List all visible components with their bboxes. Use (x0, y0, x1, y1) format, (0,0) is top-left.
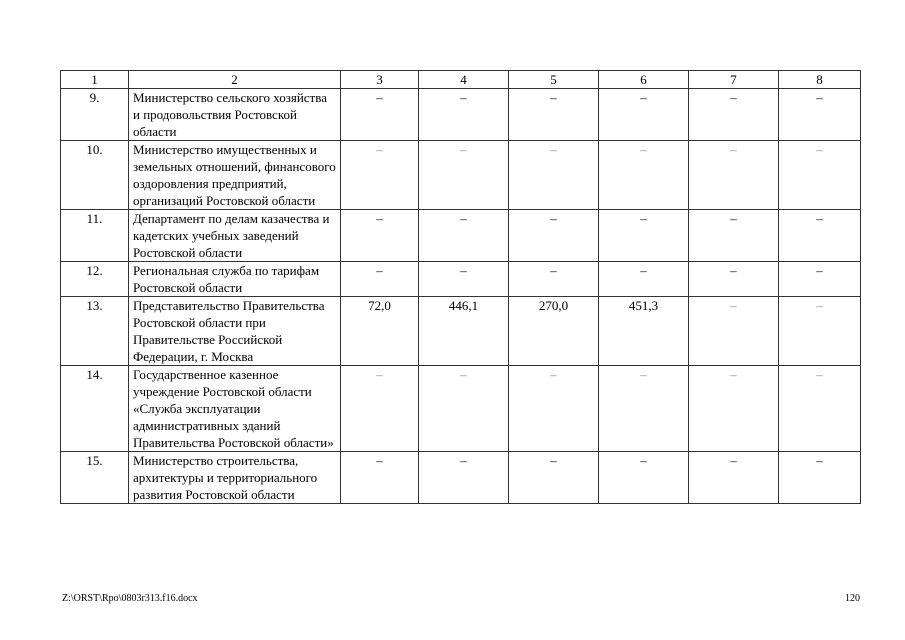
value-cell: – (341, 366, 419, 452)
row-number: 9. (61, 89, 129, 141)
organization-name: Региональная служба по тарифам Ростовской области (129, 262, 341, 297)
value-cell: – (419, 452, 509, 504)
value-cell: – (419, 262, 509, 297)
value-cell: – (509, 210, 599, 262)
value-cell: – (509, 452, 599, 504)
row-number: 13. (61, 297, 129, 366)
value-cell: – (779, 297, 861, 366)
row-number: 14. (61, 366, 129, 452)
value-cell: – (689, 366, 779, 452)
organization-name: Министерство строительства, архитектуры и территориального развития Ростовской области (129, 452, 341, 504)
row-number: 15. (61, 452, 129, 504)
value-cell: – (341, 210, 419, 262)
page-number: 120 (845, 593, 860, 604)
value-cell: – (779, 452, 861, 504)
value-cell: – (341, 452, 419, 504)
table-row (61, 141, 861, 210)
organization-name: Департамент по делам казачества и кадетских учебных заведений Ростовской области (129, 210, 341, 262)
value-cell: – (599, 262, 689, 297)
value-cell: – (689, 210, 779, 262)
value-cell: – (419, 366, 509, 452)
value-cell: – (689, 89, 779, 141)
value-cell: – (419, 210, 509, 262)
value-cell: – (341, 89, 419, 141)
table-row (61, 366, 861, 452)
table-row (61, 89, 861, 141)
table-row (61, 297, 861, 366)
value-cell: 446,1 (419, 297, 509, 366)
column-header: 1 (61, 71, 129, 89)
value-cell: – (779, 366, 861, 452)
file-path: Z:\ORST\Rpo\0803r313.f16.docx (62, 593, 198, 604)
column-header: 7 (689, 71, 779, 89)
column-number-row (61, 71, 861, 89)
value-cell: – (509, 262, 599, 297)
budget-table (60, 70, 861, 504)
value-cell: – (779, 262, 861, 297)
organization-name: Представительство Правительства Ростовской области при Правительстве Российской Федерации, г. Москва (129, 297, 341, 366)
value-cell: 72,0 (341, 297, 419, 366)
value-cell: – (599, 210, 689, 262)
organization-name: Министерство имущественных и земельных отношений, финансового оздоровления предприятий, организаций Ростовской области (129, 141, 341, 210)
value-cell: – (599, 366, 689, 452)
value-cell: – (509, 141, 599, 210)
value-cell: – (689, 141, 779, 210)
organization-name: Государственное казенное учреждение Ростовской области «Служба эксплуатации административных зданий Правительства Ростовской области» (129, 366, 341, 452)
column-header: 5 (509, 71, 599, 89)
value-cell: – (689, 262, 779, 297)
table-row (61, 452, 861, 504)
value-cell: 270,0 (509, 297, 599, 366)
organization-name: Министерство сельского хозяйства и продовольствия Ростовской области (129, 89, 341, 141)
column-header: 6 (599, 71, 689, 89)
value-cell: – (599, 89, 689, 141)
value-cell: – (779, 210, 861, 262)
value-cell: – (689, 297, 779, 366)
value-cell: – (599, 141, 689, 210)
value-cell: – (419, 141, 509, 210)
column-header: 3 (341, 71, 419, 89)
value-cell: – (509, 366, 599, 452)
row-number: 10. (61, 141, 129, 210)
value-cell: – (779, 141, 861, 210)
table-row (61, 262, 861, 297)
value-cell: – (509, 89, 599, 141)
value-cell: – (341, 262, 419, 297)
column-header: 4 (419, 71, 509, 89)
value-cell: – (419, 89, 509, 141)
value-cell: 451,3 (599, 297, 689, 366)
row-number: 12. (61, 262, 129, 297)
row-number: 11. (61, 210, 129, 262)
value-cell: – (779, 89, 861, 141)
table-row (61, 210, 861, 262)
value-cell: – (599, 452, 689, 504)
column-header: 2 (129, 71, 341, 89)
column-header: 8 (779, 71, 861, 89)
value-cell: – (689, 452, 779, 504)
value-cell: – (341, 141, 419, 210)
